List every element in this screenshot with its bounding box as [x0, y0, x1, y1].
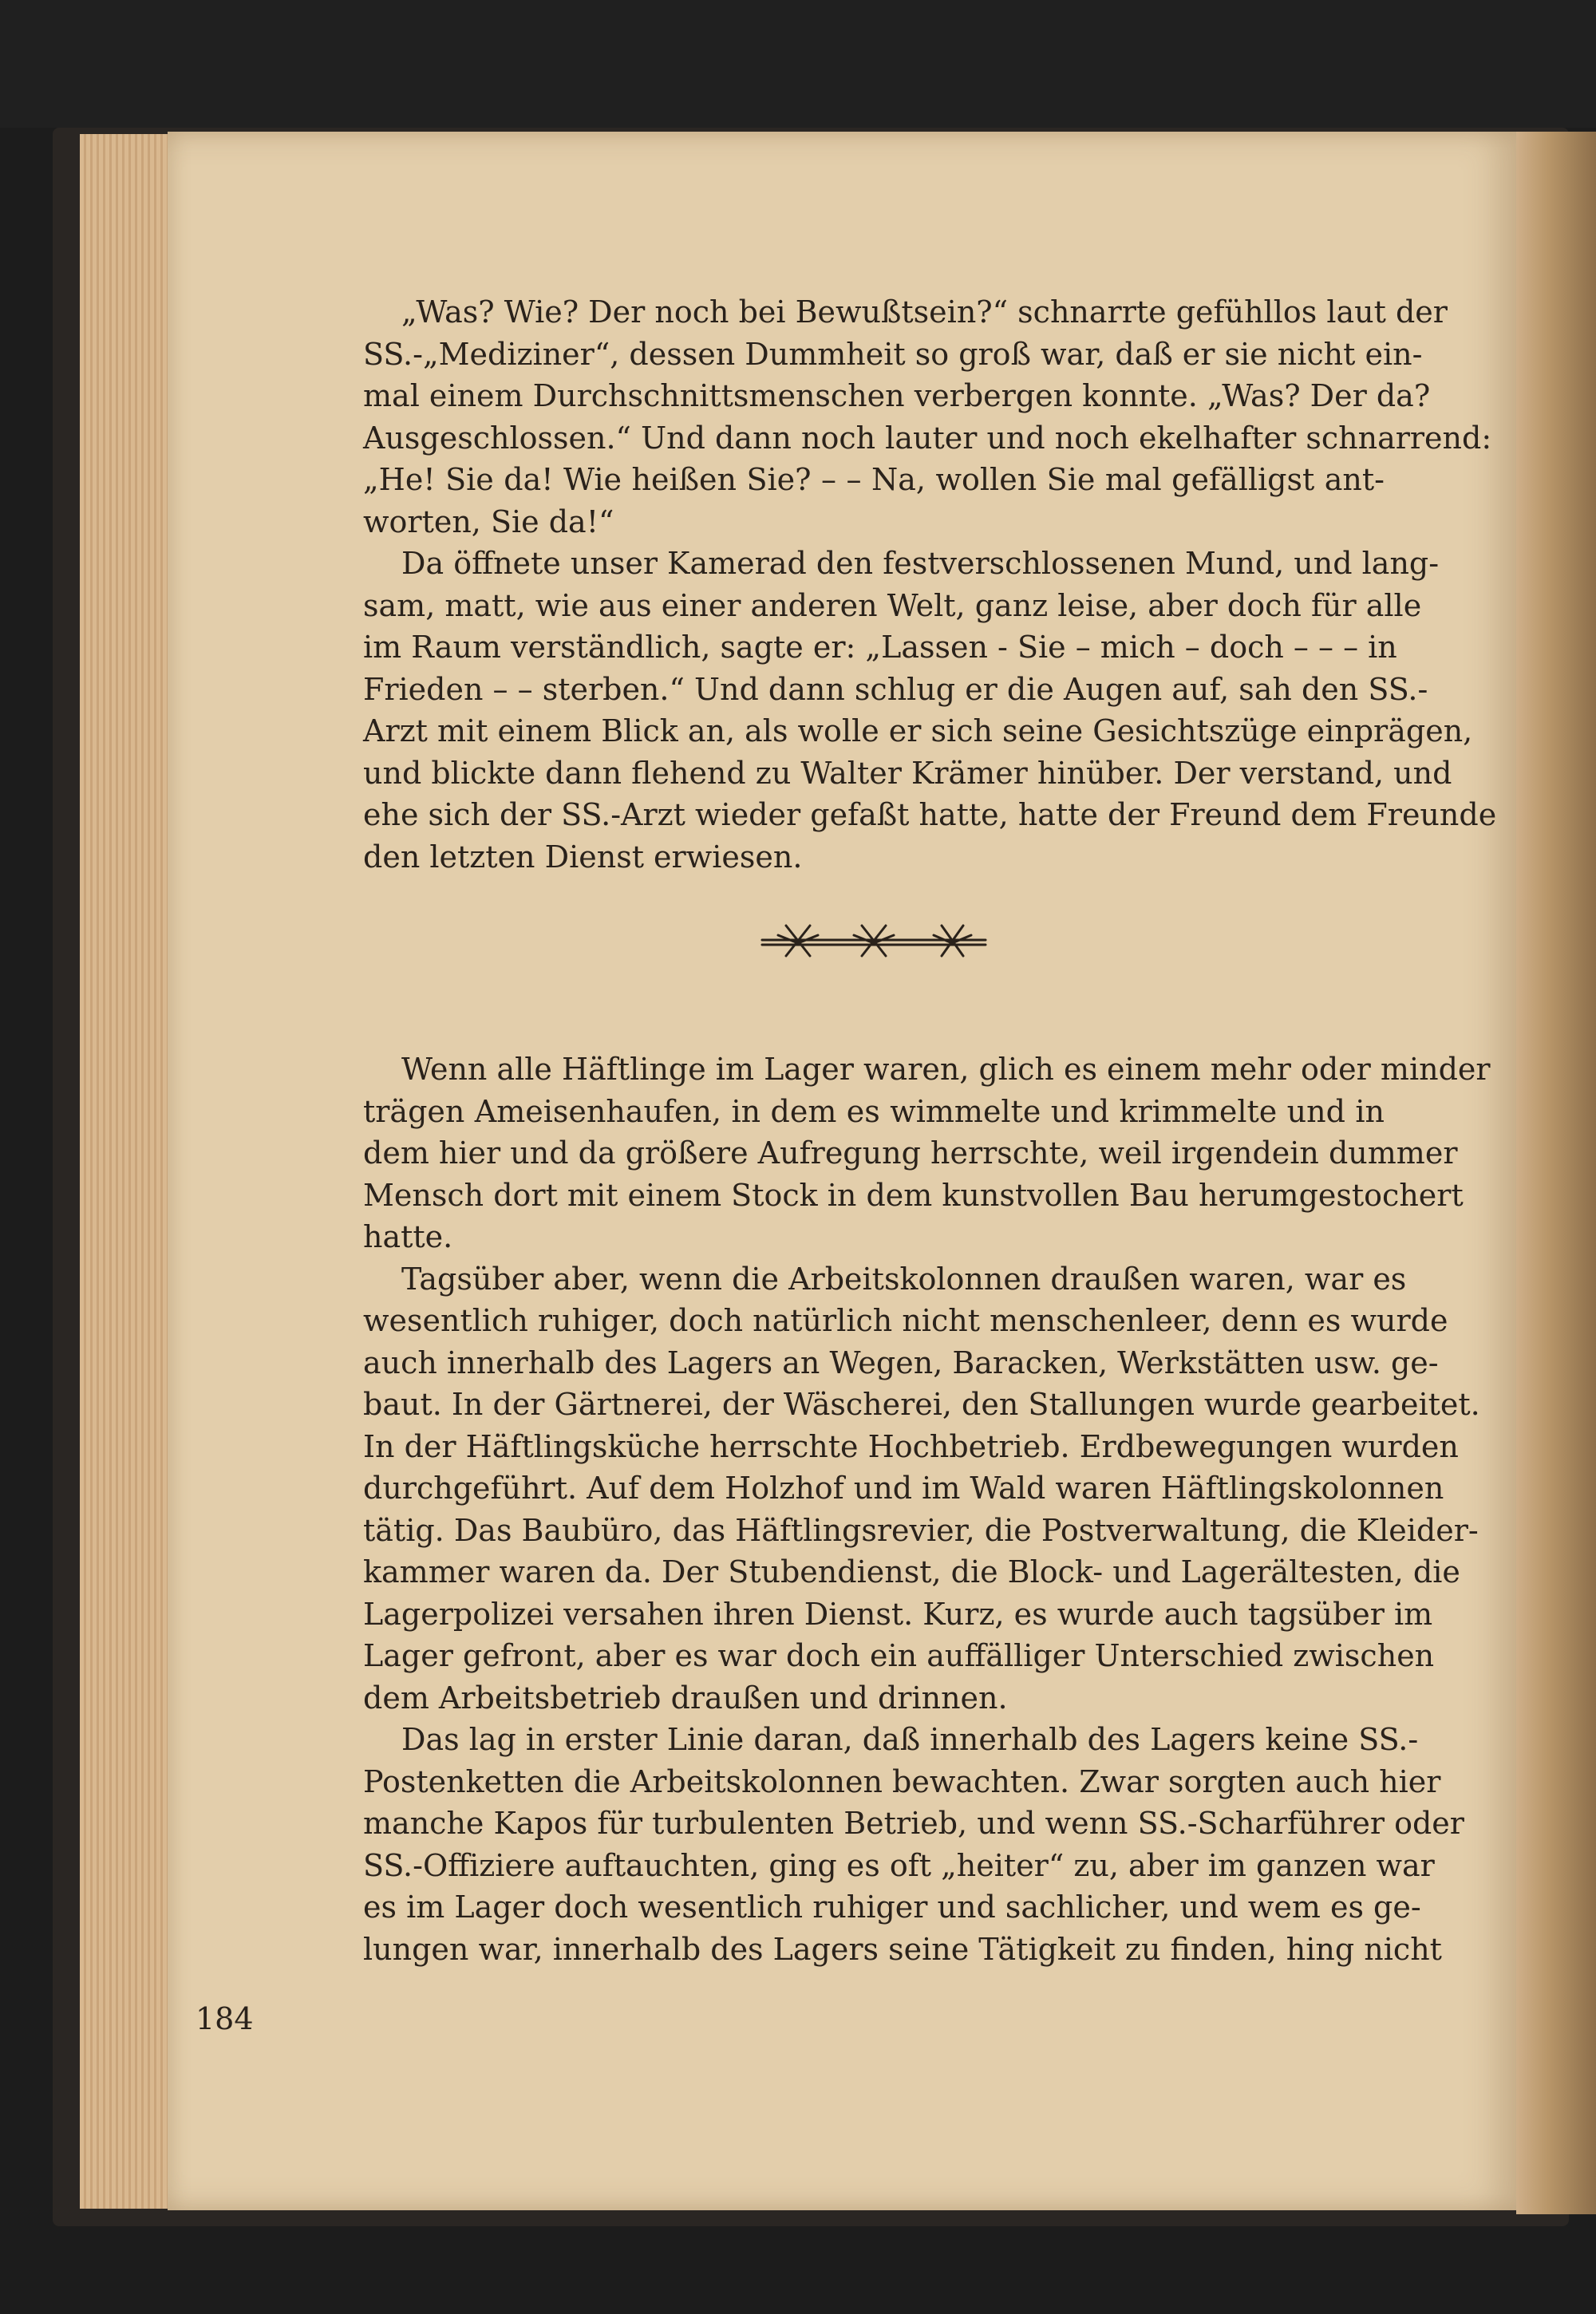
page-edges-left: [80, 134, 168, 2209]
text-line: baut. In der Gärtnerei, der Wäscherei, den Stallungen wurde gearbeitet.: [363, 1387, 1480, 1422]
barbed-wire-ornament-icon: [363, 919, 1385, 961]
text-line: durchgeführt. Auf dem Holzhof und im Wald waren Häftlingskolonnen: [363, 1471, 1444, 1506]
text-line: lungen war, innerhalb des Lagers seine Tätigkeit zu finden, hing nicht: [363, 1931, 1442, 1967]
text-line: SS.-„Mediziner“, dessen Dummheit so groß war, daß er sie nicht ein-: [363, 336, 1423, 372]
text-line: dem Arbeitsbetrieb draußen und drinnen.: [363, 1680, 1008, 1716]
text-line: Tagsüber aber, wenn die Arbeitskolonnen draußen waren, war es: [401, 1261, 1407, 1297]
text-line: und blickte dann flehend zu Walter Krämer hinüber. Der verstand, und: [363, 755, 1452, 791]
text-line: den letzten Dienst erwiesen.: [363, 839, 803, 875]
text-line: Lagerpolizei versahen ihren Dienst. Kurz, es wurde auch tagsüber im: [363, 1596, 1433, 1632]
background: [0, 0, 1596, 128]
text-line: sam, matt, wie aus einer anderen Welt, ganz leise, aber doch für alle: [363, 587, 1422, 623]
page-number: 184: [196, 2001, 254, 2036]
text-line: Postenketten die Arbeitskolonnen bewachten. Zwar sorgten auch hier: [363, 1763, 1441, 1799]
text-line: Das lag in erster Linie daran, daß innerhalb des Lagers keine SS.-: [401, 1722, 1419, 1757]
text-line: Ausgeschlossen.“ Und dann noch lauter und noch ekelhafter schnarrend:: [363, 420, 1492, 456]
book-page: [168, 132, 1516, 2210]
text-line: SS.-Offiziere auftauchten, ging es oft „heiter“ zu, aber im ganzen war: [363, 1847, 1435, 1883]
text-line: „He! Sie da! Wie heißen Sie? – – Na, wollen Sie mal gefälligst ant-: [363, 462, 1385, 497]
text-line: Lager gefront, aber es war doch ein auffälliger Unterschied zwischen: [363, 1638, 1435, 1673]
text-line: Da öffnete unser Kamerad den festverschlossenen Mund, und lang-: [401, 546, 1440, 581]
text-line: auch innerhalb des Lagers an Wegen, Baracken, Werkstätten usw. ge-: [363, 1345, 1439, 1380]
text-line: Wenn alle Häftlinge im Lager waren, glich es einem mehr oder minder: [401, 1052, 1491, 1087]
text-line: trägen Ameisenhaufen, in dem es wimmelte und krimmelte und in: [363, 1093, 1385, 1129]
text-line: wesentlich ruhiger, doch natürlich nicht menschenleer, denn es wurde: [363, 1303, 1448, 1338]
text-line: hatte.: [363, 1219, 453, 1254]
text-line: im Raum verständlich, sagte er: „Lassen - Sie – mich – doch – – – in: [363, 630, 1397, 665]
text-line: Mensch dort mit einem Stock in dem kunstvollen Bau herumgestochert: [363, 1177, 1464, 1213]
text-line: manche Kapos für turbulenten Betrieb, und wenn SS.-Scharführer oder: [363, 1806, 1464, 1841]
text-line: In der Häftlingsküche herrschte Hochbetrieb. Erdbewegungen wurden: [363, 1428, 1459, 1464]
text-line: ehe sich der SS.-Arzt wieder gefaßt hatte, hatte der Freund dem Freunde: [363, 797, 1497, 832]
page-text: [363, 291, 1497, 1970]
text-line: dem hier und da größere Aufregung herrschte, weil irgendein dummer: [363, 1135, 1458, 1171]
text-line: kammer waren da. Der Stubendienst, die Block- und Lagerältesten, die: [363, 1554, 1460, 1589]
text-line: es im Lager doch wesentlich ruhiger und sachlicher, und wem es ge-: [363, 1890, 1421, 1925]
text-line: Frieden – – sterben.“ Und dann schlug er die Augen auf, sah den SS.-: [363, 671, 1428, 707]
text-line: „Was? Wie? Der noch bei Bewußtsein?“ schnarrte gefühllos laut der: [401, 294, 1448, 330]
text-line: worten, Sie da!“: [363, 503, 614, 539]
text-line: Arzt mit einem Blick an, als wolle er sich seine Gesichtszüge einprägen,: [363, 713, 1473, 748]
text-line: mal einem Durchschnittsmenschen verbergen konnte. „Was? Der da?: [363, 378, 1431, 413]
text-line: tätig. Das Baubüro, das Häftlingsrevier, die Postverwaltung, die Kleider-: [363, 1512, 1479, 1548]
page-edges-right: [1516, 132, 1596, 2214]
